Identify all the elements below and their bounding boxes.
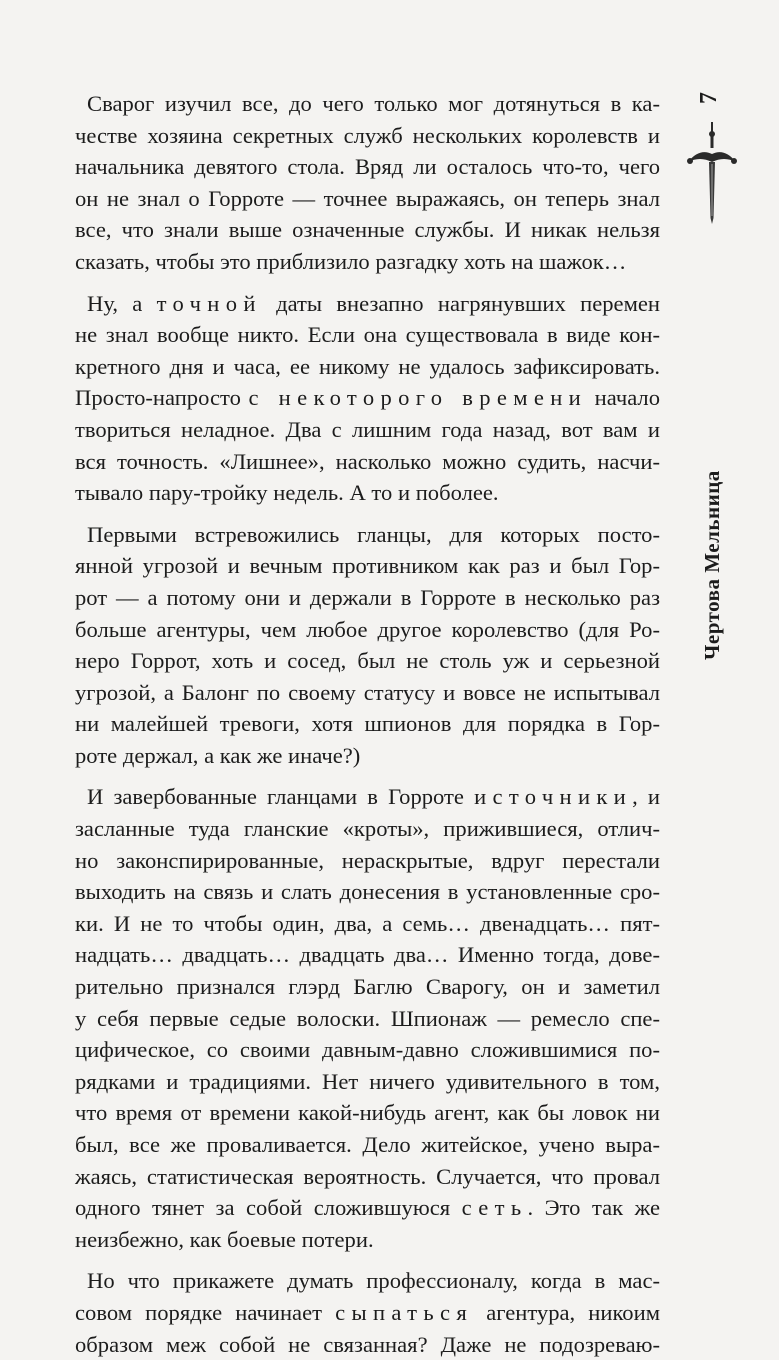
text-segment: рительно признался глэрд Баглю Сварогу, он и заметил (75, 974, 660, 1000)
text-line (75, 1224, 660, 1256)
text-segment: ки. И не то чтобы один, два, а семь… двенадцать… пят- (75, 910, 660, 936)
text-line (75, 288, 660, 320)
page-number-text: 7 (696, 92, 722, 104)
text-line (75, 614, 660, 646)
page-number (696, 78, 726, 108)
text-segment: кретного дня и часа, ее никому не удалось зафиксировать. (75, 353, 660, 379)
text-line (75, 1329, 660, 1360)
text-line (75, 845, 660, 877)
paragraph-gap (75, 278, 660, 288)
text-line (75, 781, 660, 813)
text-segment: надцать… двадцать… двадцать два… Именно тогда, дове- (75, 942, 660, 968)
text-line (75, 876, 660, 908)
text-segment: цифическое, со своими давным-давно сложившимися по- (75, 1037, 660, 1063)
text-line (75, 740, 660, 772)
text-segment: агентура, никоим (473, 1299, 660, 1325)
text-line (75, 708, 660, 740)
text-segment: янной угрозой и вечным противником как раз и был Гор- (75, 553, 660, 579)
text-segment: честве хозяина секретных служб нескольких королевств и (75, 122, 660, 148)
text-line (75, 1161, 660, 1193)
text-line (75, 582, 660, 614)
text-segment: даты внезапно нагрянувших перемен (261, 290, 660, 316)
spaced-emphasis: источники (474, 784, 633, 810)
text-segment: не знал вообще никто. Если она существовала в виде кон- (75, 322, 660, 348)
text-line (75, 183, 660, 215)
spaced-emphasis: сыпаться (335, 1299, 474, 1325)
text-line (75, 319, 660, 351)
text-line (75, 519, 660, 551)
text-line (75, 1066, 660, 1098)
text-line (75, 939, 660, 971)
text-segment: неро Горрот, хоть и сосед, был не столь уж и серьезной (75, 648, 660, 674)
spaced-emphasis: с некоторого времени (248, 385, 588, 411)
text-segment: жаясь, статистическая вероятность. Случается, что провал (75, 1163, 660, 1189)
paragraph-gap (75, 771, 660, 781)
text-line (75, 246, 660, 278)
text-line (75, 677, 660, 709)
text-line (75, 1297, 660, 1329)
text-line (75, 1192, 660, 1224)
text-line (75, 1265, 660, 1297)
text-segment: Сварог изучил все, до чего только мог дотянуться в ка- (87, 91, 660, 116)
text-line (75, 151, 660, 183)
text-line (75, 813, 660, 845)
text-segment: И завербованные гланцами в Горроте (87, 784, 475, 810)
text-line (75, 120, 660, 152)
text-segment: одного тянет за собой сложившуюся (75, 1195, 462, 1221)
text-segment: Первыми встревожились гланцы, для которых посто- (87, 521, 660, 547)
text-segment: засланные туда гланские «кроты», прижившиеся, отлич- (75, 816, 660, 842)
text-segment: он не знал о Горроте — точнее выражаясь, он теперь знал (75, 185, 660, 211)
paragraph-gap (75, 1255, 660, 1265)
text-segment: что время от времени какой-нибудь агент, как бы ловок ни (75, 1100, 660, 1126)
text-line (75, 1034, 660, 1066)
text-segment: все, что знали выше означенные службы. И никак нельзя (75, 217, 660, 243)
text-segment: роте держал, а как же иначе?) (75, 742, 361, 768)
running-head-text: Чертова Мельница (700, 470, 724, 660)
text-segment: был, все же проваливается. Дело житейское, учено выра- (75, 1132, 660, 1157)
text-segment: . Это так же (527, 1195, 660, 1221)
text-segment: , и (632, 784, 661, 810)
text-segment: неизбежно, как боевые потери. (75, 1226, 374, 1252)
running-head (690, 240, 730, 660)
text-line (75, 908, 660, 940)
text-line (75, 550, 660, 582)
text-line (75, 88, 660, 120)
text-segment: сказать, чтобы это приблизило разгадку хоть на шажок… (75, 248, 627, 274)
text-segment: но законспирированные, нераскрытые, вдруг перестали (75, 847, 660, 873)
text-segment: совом порядке начинает (75, 1299, 336, 1325)
text-segment: ни малейшей тревоги, хотя шпионов для порядка в Гор- (75, 711, 660, 737)
text-segment: рот — а потому они и держали в Горроте в несколько раз (75, 584, 660, 610)
text-segment: выходить на связь и слать донесения в установленные сро- (75, 879, 660, 905)
spaced-emphasis: точной (156, 290, 262, 316)
text-segment: больше агентуры, чем любое другое королевство (для Ро- (75, 616, 660, 642)
text-segment: начальника девятого стола. Вряд ли осталось что-то, чего (75, 154, 660, 180)
text-segment: образом меж собой не связанная? Даже не подозреваю- (75, 1331, 660, 1357)
text-line (75, 351, 660, 383)
paragraph-gap (75, 509, 660, 519)
text-segment: Ну, а (87, 290, 157, 316)
text-line (75, 382, 660, 414)
text-segment: угрозой, а Балонг по своему статусу и вовсе не испытывал (75, 679, 660, 705)
text-segment: Просто-напросто (75, 385, 249, 411)
text-segment: тывало пару-тройку недель. А то и поболее. (75, 480, 499, 506)
text-segment: рядками и традициями. Нет ничего удивительного в том, (75, 1068, 660, 1094)
text-line (75, 477, 660, 509)
body-text (75, 88, 660, 1360)
spaced-emphasis: сеть (461, 1195, 528, 1221)
text-line (75, 1129, 660, 1161)
text-segment: вся точность. «Лишнее», насколько можно судить, насчи- (75, 448, 660, 474)
dagger-ornament-icon (682, 118, 742, 228)
text-segment: у себя первые седые волоски. Шпионаж — ремесло спе- (75, 1005, 660, 1031)
text-line (75, 645, 660, 677)
text-segment: Но что прикажете думать профессионалу, когда в мас- (87, 1268, 660, 1294)
text-line (75, 1097, 660, 1129)
text-line (75, 971, 660, 1003)
text-line (75, 446, 660, 478)
text-segment: начало (587, 385, 660, 411)
text-segment: твориться неладное. Два с лишним года назад, вот вам и (75, 416, 660, 442)
text-line (75, 1003, 660, 1035)
text-line (75, 414, 660, 446)
text-line (75, 214, 660, 246)
